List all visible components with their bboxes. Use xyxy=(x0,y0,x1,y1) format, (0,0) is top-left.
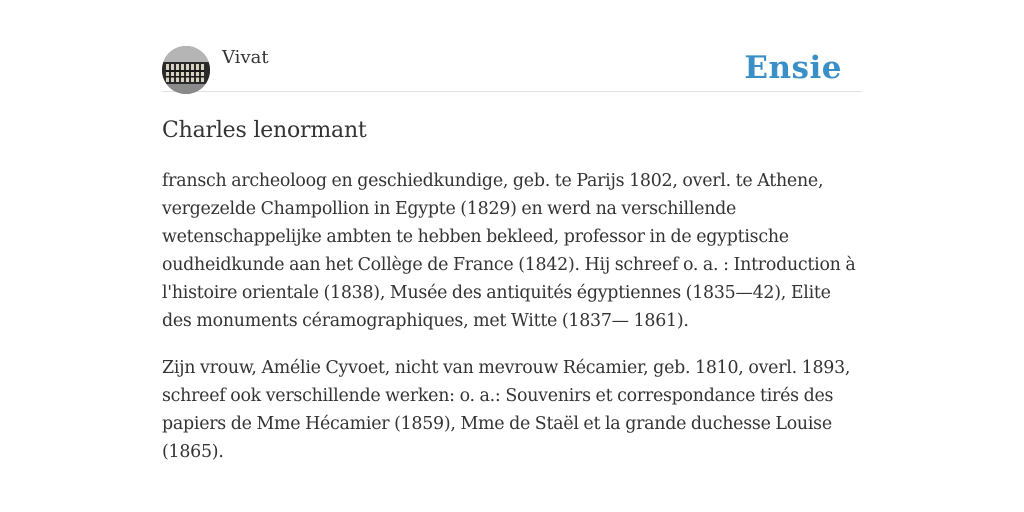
article-card xyxy=(162,44,862,466)
books-avatar-icon xyxy=(162,46,210,94)
article-title: Charles lenormant xyxy=(162,118,367,143)
article-paragraph: fransch archeoloog en geschiedkundige, geb. te Parijs 1802, overl. te Athene, vergezelde Champollion in Egypte (1829) en werd na verschillende wetenschappelijke ambten te hebben bekleed, professor in de egyptische oudheidkunde aan het Collège de France (1842). Hij schreef o. a. : Introduction à l'histoire orientale (1838), Musée des antiquités égyptiennes (1835—42), Elite des monuments céramographiques, met Witte (1837— 1861). xyxy=(162,171,856,331)
article-paragraph: Zijn vrouw, Amélie Cyvoet, nicht van mevrouw Récamier, geb. 1810, overl. 1893, schreef ook verschillende werken: o. a.: Souvenirs et correspondance tirés des papiers de Mme Hécamier (1859), Mme de Staël et la grande duchesse Louise (1865). xyxy=(162,358,851,462)
header xyxy=(162,44,862,92)
source-name[interactable]: Vivat xyxy=(222,47,269,68)
source-avatar[interactable] xyxy=(162,46,210,94)
brand-logo[interactable]: Ensie xyxy=(744,50,842,86)
